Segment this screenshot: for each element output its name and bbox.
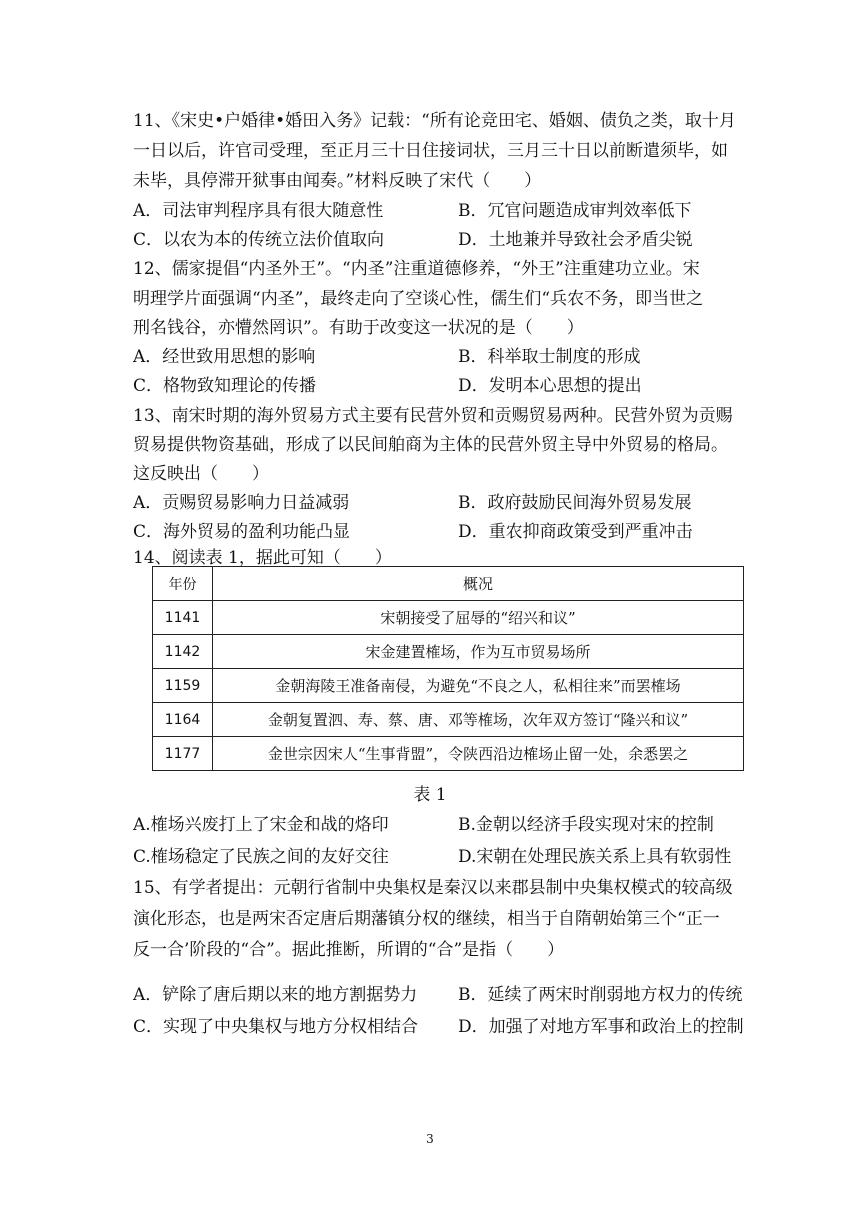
- table-cell-overview: 宋朝接受了屈辱的“绍兴和议”: [213, 601, 744, 635]
- q14-option-b: B.金朝以经济手段实现对宋的控制: [458, 815, 714, 835]
- table-row: [153, 737, 744, 771]
- q11-option-b: B．冗官问题造成审判效率低下: [458, 201, 692, 221]
- q14-stem: 14、阅读表 1，据此可知（ ）: [133, 548, 392, 568]
- q12-option-b: B．科举取士制度的形成: [458, 347, 641, 367]
- table-row: [153, 703, 744, 737]
- q15-stem-line-3: 反一合’阶段的“合”。据此推断，所谓的“合”是指（ ）: [133, 940, 565, 960]
- q13-option-c: C．海外贸易的盈利功能凸显: [133, 522, 351, 542]
- q15-option-c: C．实现了中央集权与地方分权相结合: [133, 1017, 419, 1037]
- q15-stem-line-1: 15、有学者提出：元朝行省制中央集权是秦汉以来郡县制中央集权模式的较高级: [133, 878, 733, 898]
- page-number: 3: [426, 1132, 434, 1146]
- q15-option-a: A．铲除了唐后期以来的地方割据势力: [133, 985, 418, 1005]
- q12-option-c: C．格物致知理论的传播: [133, 376, 317, 396]
- q11-stem-line-1: 11、《宋史•户婚律•婚田入务》记载：“所有论竞田宅、婚姻、债负之类，取十月: [133, 111, 736, 131]
- q12-option-a: A．经世致用思想的影响: [133, 347, 316, 367]
- q11-stem-line-2: 一日以后，许官司受理，至正月三十日住接词状，三月三十日以前断遣须毕，如: [133, 141, 728, 161]
- q11-option-a: A．司法审判程序具有很大随意性: [133, 201, 384, 221]
- q13-option-d: D．重农抑商政策受到严重冲击: [458, 522, 693, 542]
- q11-stem-line-3: 未毕，具停滞开狱事由闻奏。”材料反映了宋代（ ）: [133, 171, 542, 191]
- q13-stem-line-3: 这反映出（ ）: [133, 464, 269, 484]
- table-cell-year: 1177: [153, 737, 213, 771]
- q15-option-d: D．加强了对地方军事和政治上的控制: [458, 1017, 744, 1037]
- table-row: [153, 635, 744, 669]
- q11-option-d: D．土地兼并导致社会矛盾尖锐: [458, 230, 693, 250]
- q15-option-b: B．延续了两宋时削弱地方权力的传统: [458, 985, 743, 1005]
- table-cell-overview: 金朝海陵王准备南侵，为避免“不良之人，私相往来”而罢榷场: [213, 669, 744, 703]
- q13-option-b: B．政府鼓励民间海外贸易发展: [458, 493, 692, 513]
- table-cell-overview: 宋金建置榷场，作为互市贸易场所: [213, 635, 744, 669]
- table-cell-year: 1142: [153, 635, 213, 669]
- table-header-row: [153, 567, 744, 601]
- table-header-overview: 概况: [213, 567, 744, 601]
- q12-stem-line-1: 12、儒家提倡“内圣外王”。“内圣”注重道德修养，“外王”注重建功立业。宋: [133, 259, 700, 279]
- table-cell-year: 1159: [153, 669, 213, 703]
- q11-option-c: C．以农为本的传统立法价值取向: [133, 230, 385, 250]
- q14-option-d: D.宋朝在处理民族关系上具有软弱性: [458, 847, 732, 867]
- q13-option-a: A．贡赐贸易影响力日益减弱: [133, 493, 350, 513]
- q12-stem-line-3: 刑名钱谷，亦懵然罔识”。有助于改变这一状况的是（ ）: [133, 318, 584, 338]
- table-cell-overview: 金朝复置泗、寿、蔡、唐、邓等榷场，次年双方签订“隆兴和议”: [213, 703, 744, 737]
- table-cell-year: 1164: [153, 703, 213, 737]
- q12-stem-line-2: 明理学片面强调“内圣”，最终走向了空谈心性，儒生们“兵农不务，即当世之: [133, 289, 704, 309]
- table-caption: 表 1: [413, 785, 447, 805]
- q15-stem-line-2: 演化形态，也是两宋否定唐后期藩镇分权的继续，相当于自隋朝始第三个“正一: [133, 909, 720, 929]
- table-row: [153, 669, 744, 703]
- q13-stem-line-1: 13、南宋时期的海外贸易方式主要有民营外贸和贡赐贸易两种。民营外贸为贡赐: [133, 406, 733, 426]
- table-1: [152, 566, 744, 771]
- q12-option-d: D．发明本心思想的提出: [458, 376, 642, 396]
- table-cell-overview: 金世宗因宋人“生事背盟”，令陕西沿边榷场止留一处，余悉罢之: [213, 737, 744, 771]
- table-header-year: 年份: [153, 567, 213, 601]
- table-row: [153, 601, 744, 635]
- q14-option-a: A.榷场兴废打上了宋金和战的烙印: [133, 815, 389, 835]
- table-cell-year: 1141: [153, 601, 213, 635]
- q14-option-c: C.榷场稳定了民族之间的友好交往: [133, 847, 389, 867]
- q13-stem-line-2: 贸易提供物资基础，形成了以民间舶商为主体的民营外贸主导中外贸易的格局。: [133, 435, 728, 455]
